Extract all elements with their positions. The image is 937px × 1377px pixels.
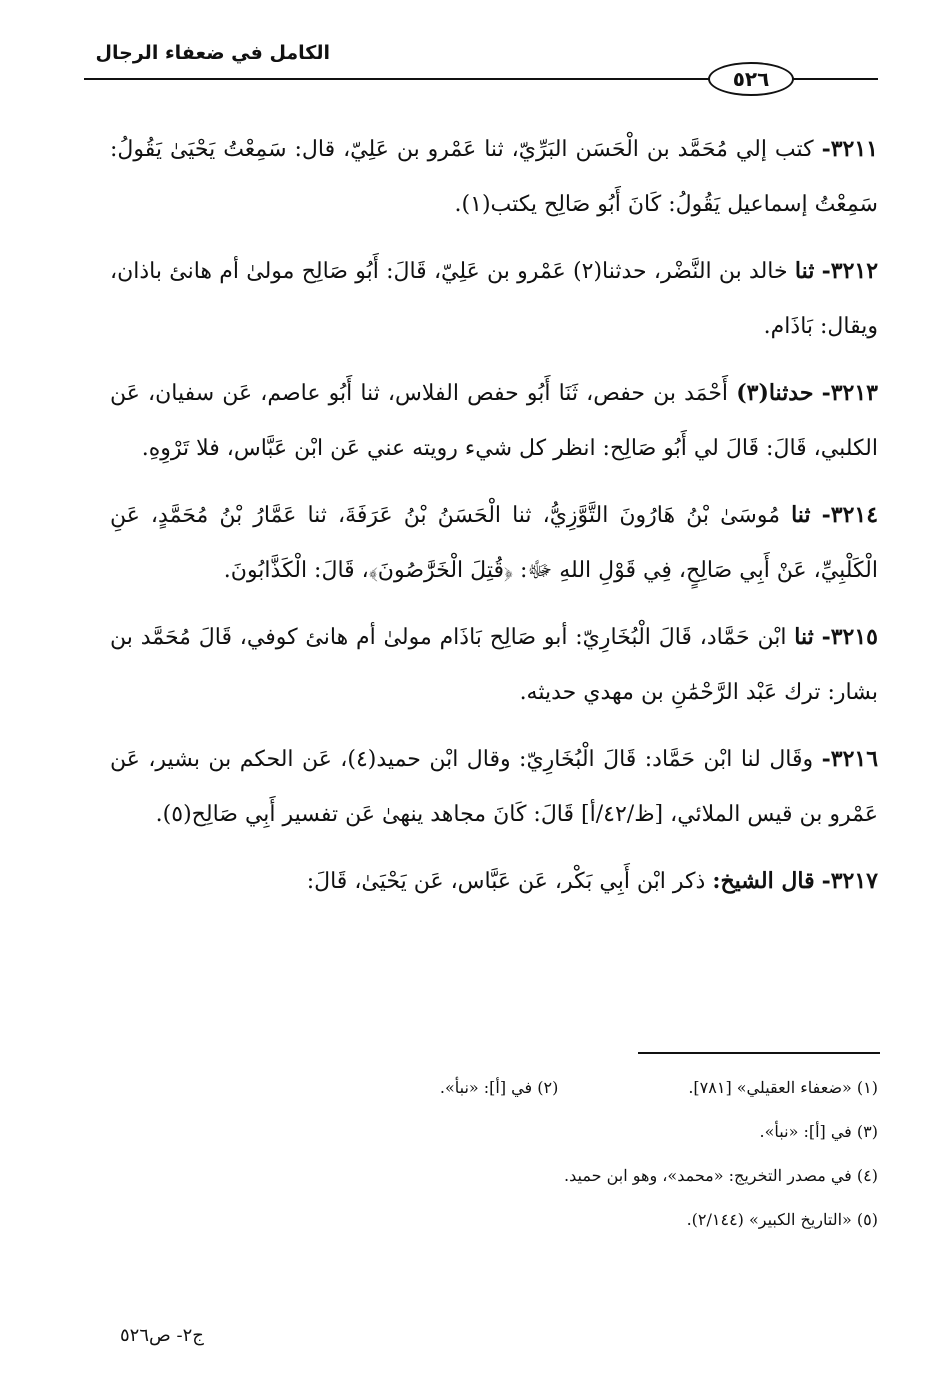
page-reference: ج٢- ص٥٢٦: [120, 1325, 204, 1346]
footnote-3: (٣) في [أ]: «نبأ».: [759, 1122, 878, 1141]
entry-number: ٣٢١٦-: [821, 746, 879, 772]
entry-keyword: قال الشيخ:: [712, 868, 815, 894]
page-number-badge: ٥٢٦: [708, 62, 794, 96]
entry-number: ٣٢١٣-: [821, 380, 878, 406]
entry-text: ابْن حَمَّاد، قَالَ الْبُخَارِيّ: أبو صَالِح بَاذَام مولىٰ أم هانئ كوفي، قَالَ مُحَمَّد بن بشار: ترك عَبْد الرَّحْمَٰنِ بن مهدي حديثه.: [110, 625, 878, 705]
entry-3215: [110, 610, 878, 720]
footnote-1: (١) «ضعفاء العقيلي» [٧٨١].: [688, 1078, 878, 1097]
entry-3217: [110, 854, 878, 909]
entry-keyword: حدثنا(٣): [736, 380, 814, 406]
entry-number: ٣٢١٧-: [821, 868, 878, 894]
entry-3216: [110, 732, 878, 842]
footnote-row: [110, 1066, 878, 1110]
running-title: الكامل في ضعفاء الرجال: [95, 42, 330, 64]
entry-text: أَحْمَد بن حفص، ثَنَا أَبُو حفص الفلاس، ثنا أَبُو عاصم، عَن سفيان، عَن الكلبي، قَالَ: قَالَ لي أَبُو صَالِح: انظر كل شيء رويته عني عَن ابْن عَبَّاس، فلا تَرْوِهِ.: [110, 381, 878, 461]
footnote-separator: [638, 1052, 880, 1054]
footnote-2: (٢) في [أ]: «نبأ».: [439, 1078, 559, 1097]
entry-3214: [110, 488, 878, 598]
entry-keyword: ثنا: [794, 624, 814, 650]
body-text: [110, 122, 878, 921]
entry-keyword: ثنا: [794, 258, 815, 284]
entry-number: ٣٢١٤-: [821, 502, 879, 528]
entry-text: مُوسَىٰ بْنُ هَارُونَ التَّوَّزِيُّ، ثنا الْحَسَنُ بْنُ عَرَفَةَ، ثنا عَمَّارُ بْنُ مُحَمَّدٍ، عَنِ الْكَلْبِيِّ، عَنْ أَبِي صَالِحٍ، فِي قَوْلِ اللهِ ﷻ: ﴿قُتِلَ الْخَرَّٰصُونَ﴾، قَالَ: الْكَذَّابُونَ.: [110, 503, 878, 583]
entry-text: خالد بن النَّضْر، حدثنا(٢) عَمْرو بن عَلِيّ، قَالَ: أَبُو صَالِح مولىٰ أم هانئ باذان، ويقال: بَاذَام.: [110, 259, 878, 339]
entry-keyword: ثنا: [791, 502, 811, 528]
entry-number: ٣٢١٥-: [821, 624, 878, 650]
footnote-5: (٥) «التاريخ الكبير» (٢/١٤٤).: [686, 1210, 878, 1229]
page-header: [84, 40, 878, 100]
entry-3212: [110, 244, 878, 354]
entry-3213: [110, 366, 878, 476]
entry-number: ٣٢١٢-: [821, 258, 879, 284]
entry-number: ٣٢١١-: [821, 136, 878, 162]
entry-text: وقَال لنا ابْن حَمَّاد: قَالَ الْبُخَارِيّ: وقال ابْن حميد(٤)، عَن الحكم بن بشير، عَن عَمْرو بن قيس الملائي، [ظ/٤٢/أ] قَالَ: كَانَ مجاهد ينهىٰ عَن تفسير أَبِي صَالِح(٥).: [110, 747, 878, 827]
footnote-4: (٤) في مصدر التخريج: «محمد»، وهو ابن حميد.: [564, 1166, 878, 1185]
footnotes: [110, 1066, 878, 1242]
entry-text: كتب إلي مُحَمَّد بن الْحَسَن البَرِّيّ، ثنا عَمْرو بن عَلِيّ، قال: سَمِعْتُ يَحْيَىٰ يَقُولُ: سَمِعْتُ إسماعيل يَقُولُ: كَانَ أَبُو صَالِح يكتب(١).: [110, 137, 878, 217]
entry-text: ذكر ابْن أَبِي بَكْر، عَن عَبَّاس، عَن يَحْيَىٰ، قَالَ:: [306, 869, 706, 894]
entry-3211: [110, 122, 878, 232]
